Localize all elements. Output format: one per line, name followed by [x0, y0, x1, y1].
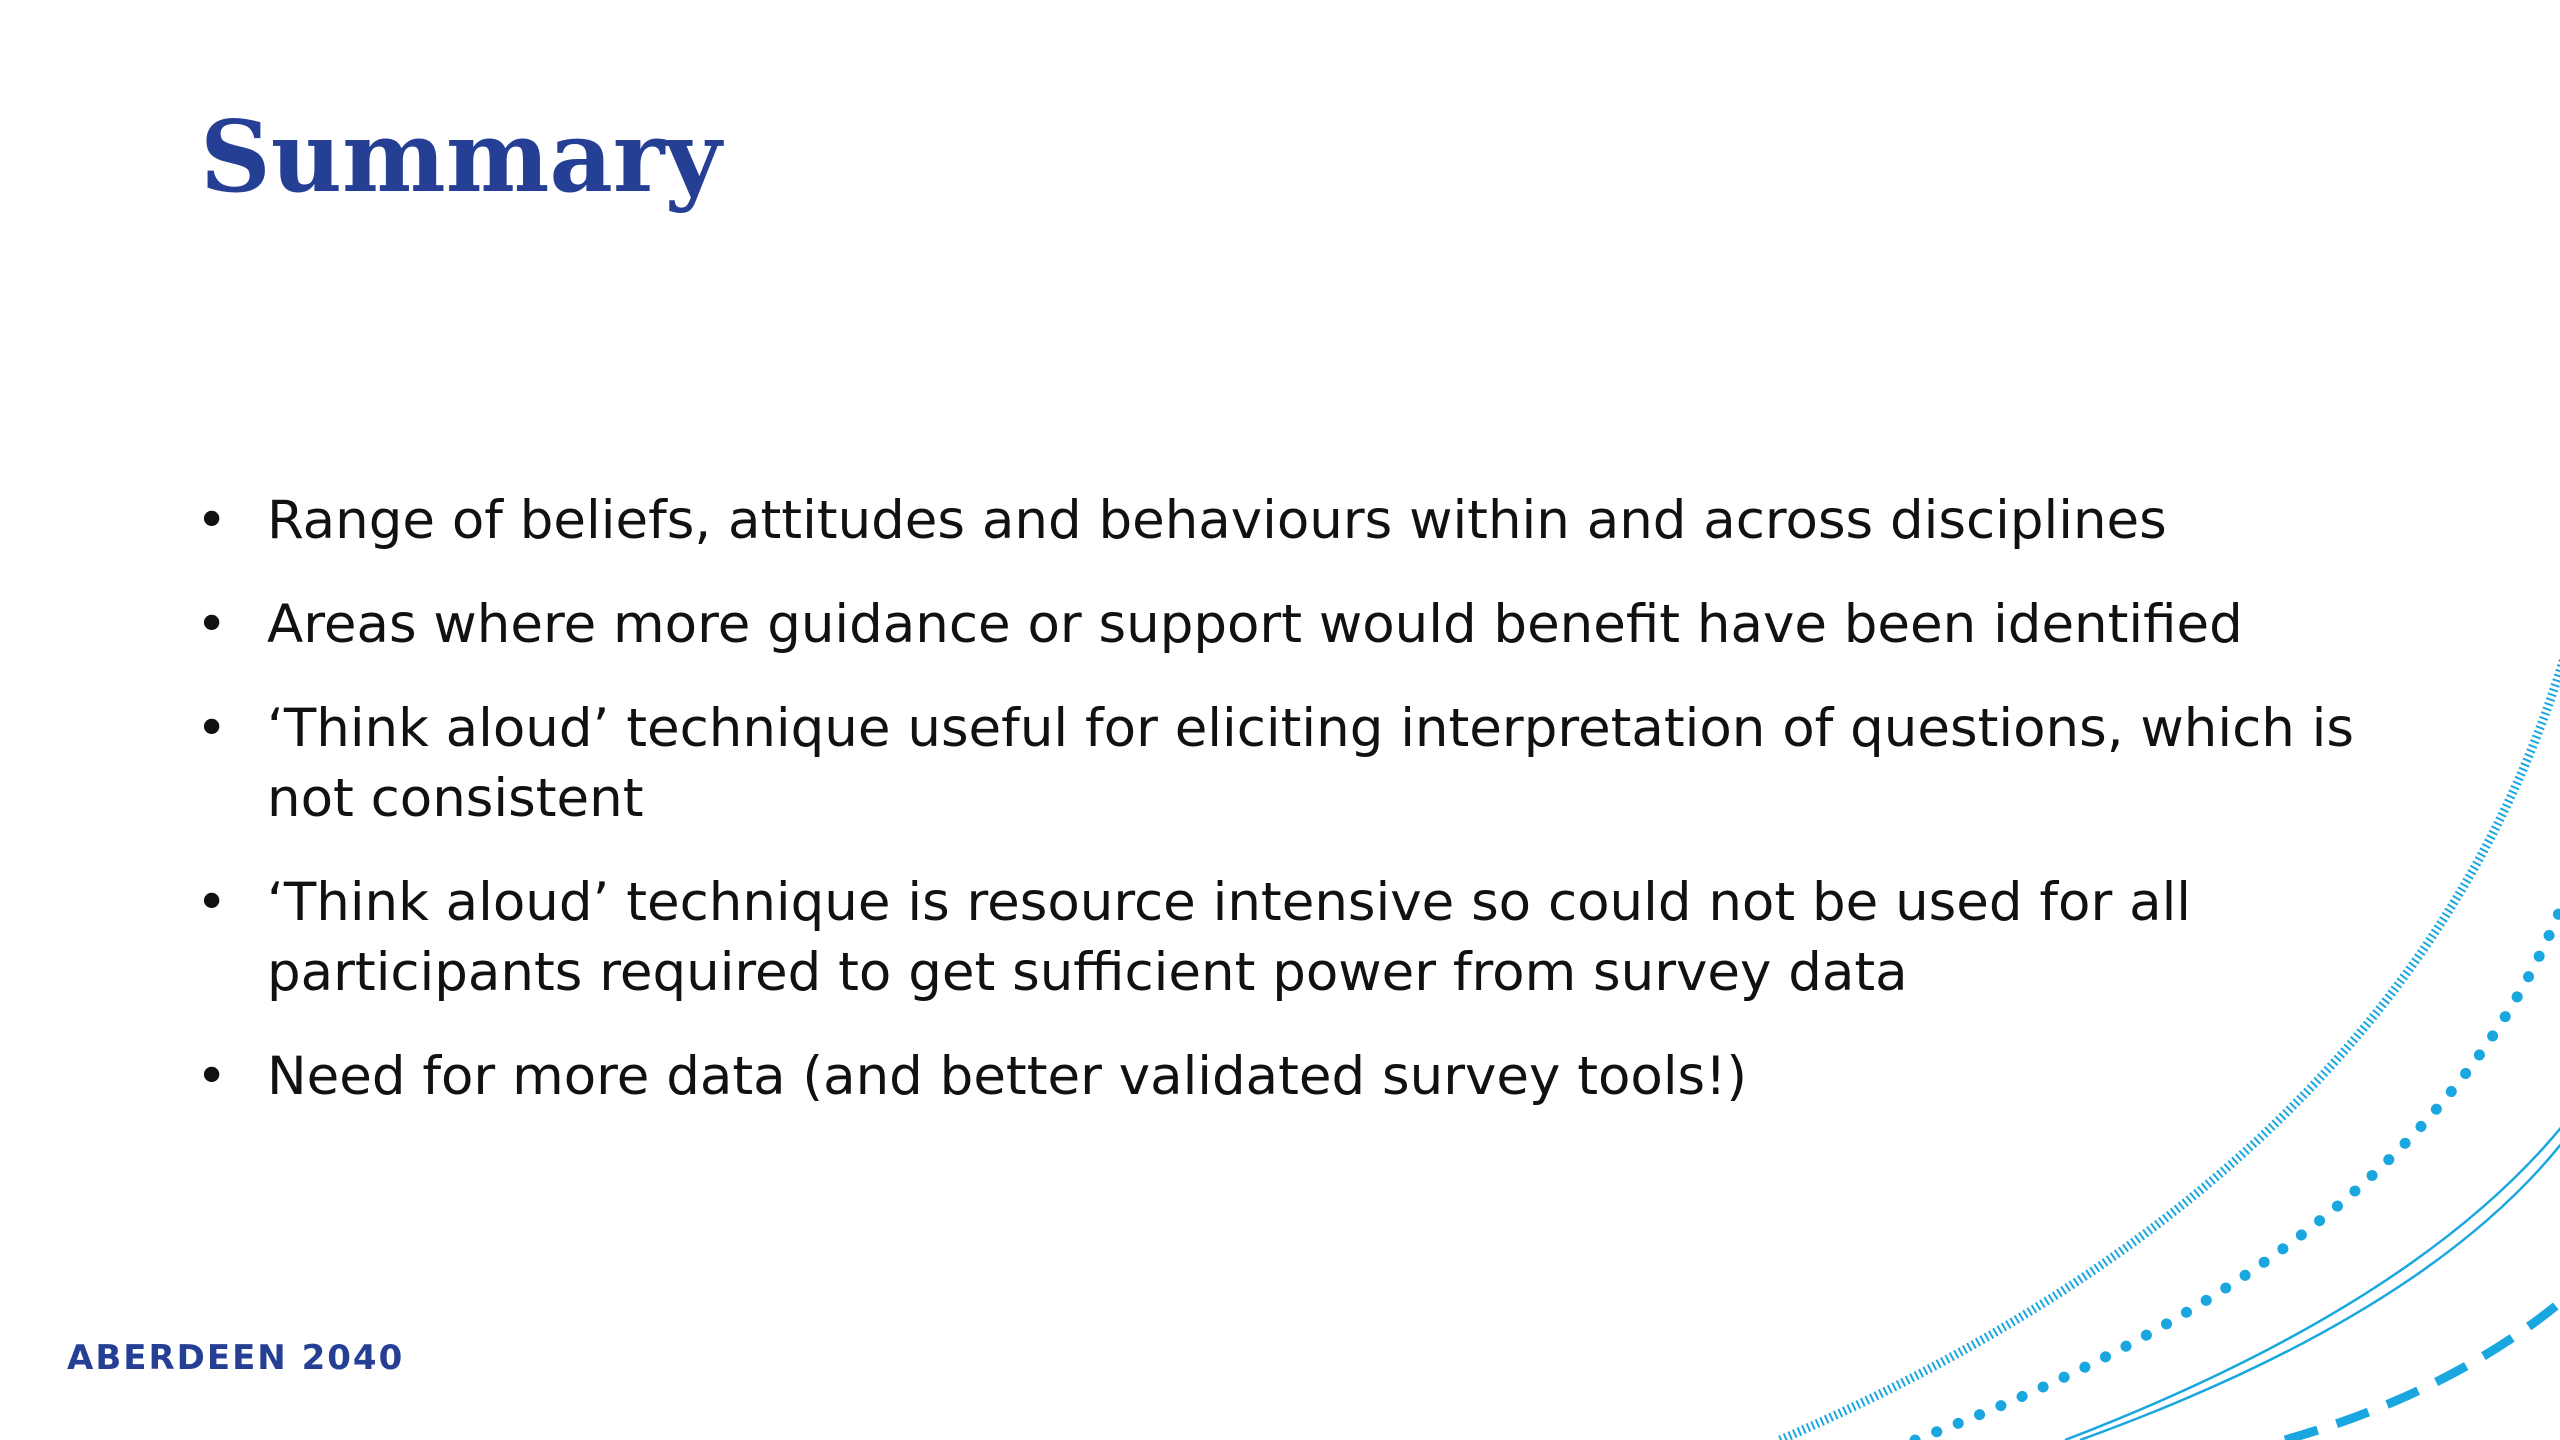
bullet-dot-icon: • — [196, 872, 228, 933]
bullet-item — [196, 868, 2356, 1008]
bullet-list — [196, 486, 2356, 1146]
slide-title: Summary — [200, 100, 722, 215]
bullet-item — [196, 1042, 2356, 1112]
bullet-text: Need for more data (and better validated survey tools!) — [267, 1046, 1748, 1107]
double-arc-outer — [2065, 1110, 2560, 1440]
bullet-text: Areas where more guidance or support would benefit have been identified — [267, 594, 2243, 655]
bullet-item — [196, 486, 2356, 556]
dashed-arc — [2285, 1290, 2560, 1440]
bullet-item — [196, 694, 2356, 834]
bullet-dot-icon: • — [196, 594, 228, 655]
bullet-item — [196, 590, 2356, 660]
footer-brand-logo: ABERDEEN 2040 — [67, 1338, 405, 1378]
bullet-dot-icon: • — [196, 1046, 228, 1107]
bullet-dot-icon: • — [196, 490, 228, 551]
bullet-dot-icon: • — [196, 698, 228, 759]
bullet-text: ‘Think aloud’ technique useful for eliciting interpretation of questions, which is not consistent — [267, 698, 2355, 829]
bullet-text: ‘Think aloud’ technique is resource intensive so could not be used for all participants required to get sufficient power from survey data — [267, 872, 2192, 1003]
double-arc-inner — [2080, 1126, 2560, 1440]
bullet-text: Range of beliefs, attitudes and behaviours within and across disciplines — [267, 490, 2167, 551]
